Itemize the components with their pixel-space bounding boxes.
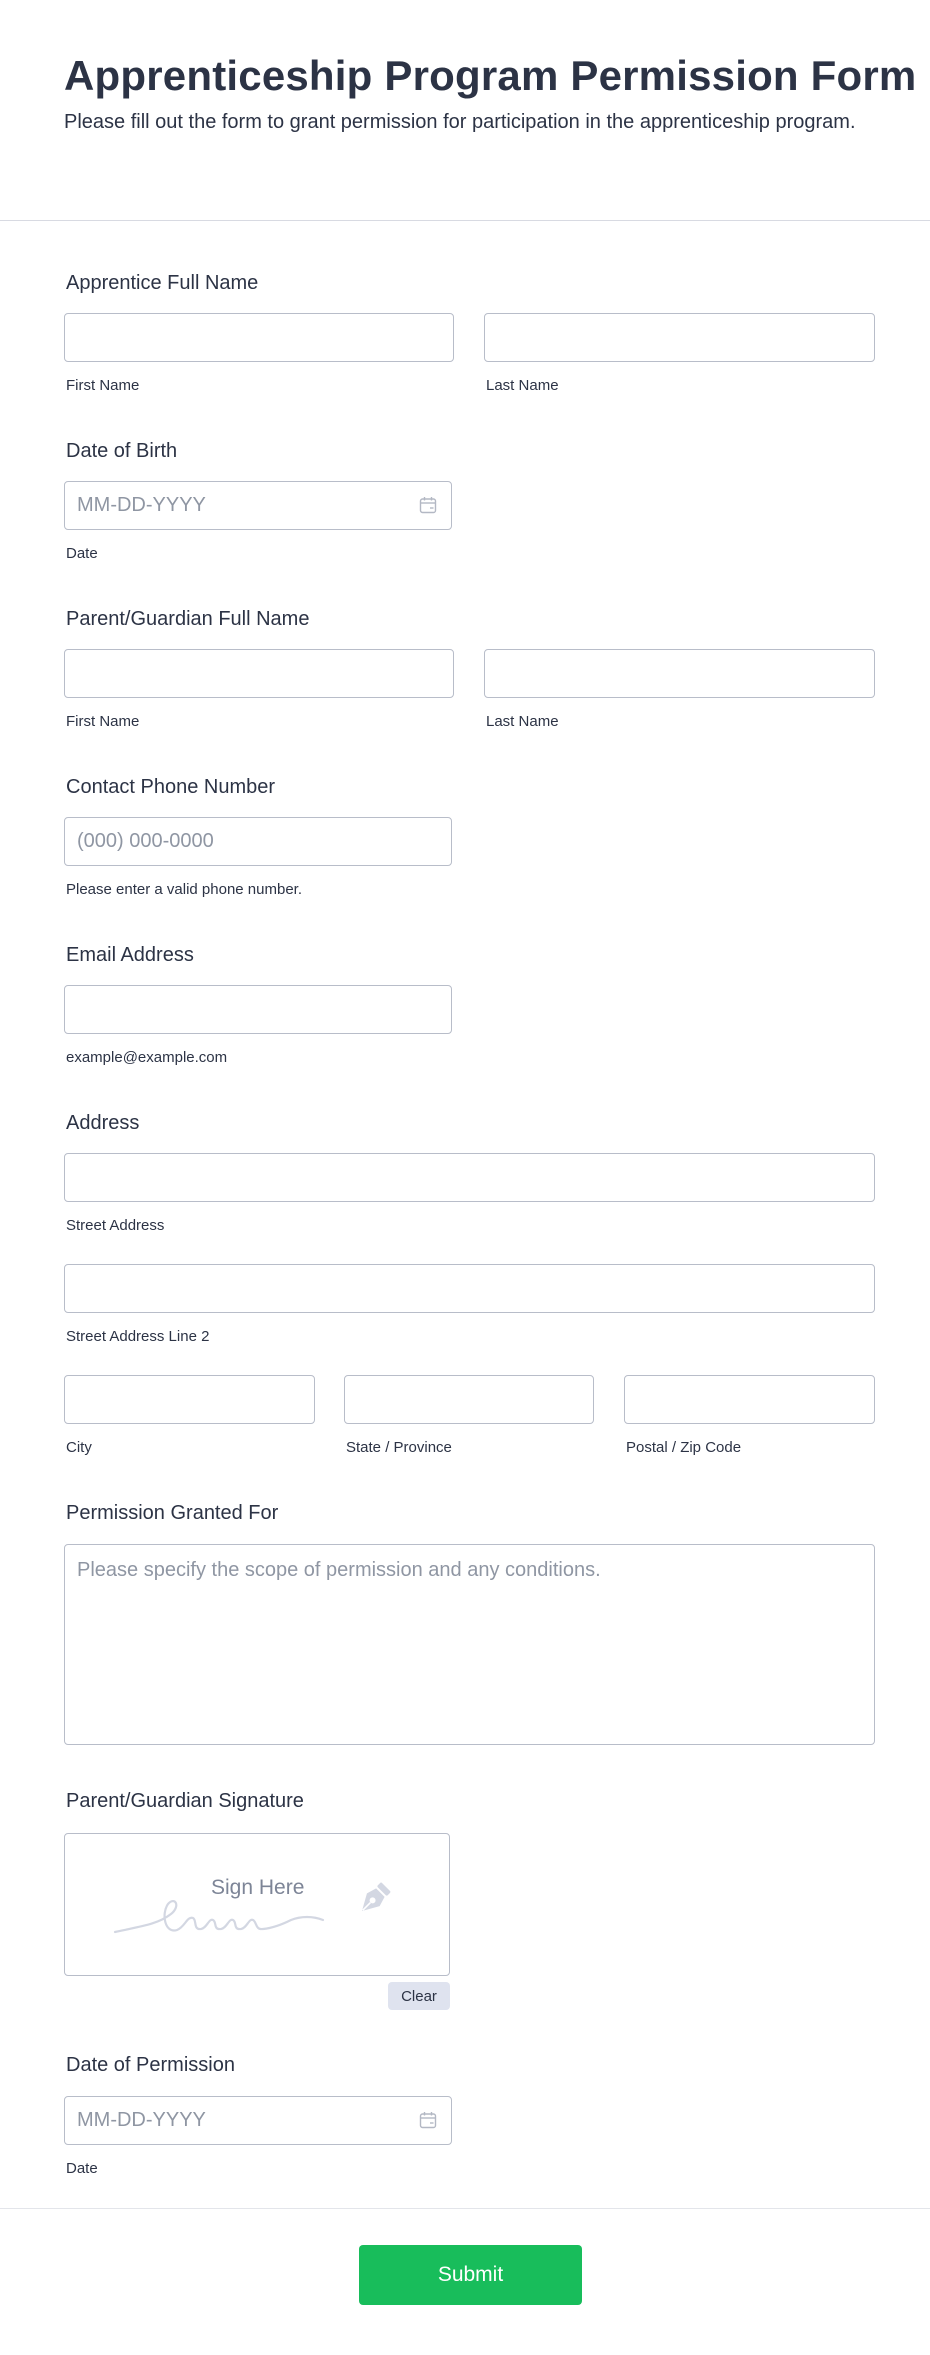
- calendar-icon[interactable]: [419, 2111, 437, 2129]
- email-input[interactable]: [64, 985, 452, 1034]
- state-sublabel: State / Province: [346, 1439, 452, 1456]
- apprentice-first-name-sublabel: First Name: [66, 377, 140, 394]
- guardian-name-label: Parent/Guardian Full Name: [66, 608, 310, 630]
- form-header: [0, 0, 930, 221]
- signature-label: Parent/Guardian Signature: [66, 1790, 304, 1812]
- submit-button[interactable]: Submit: [359, 2245, 582, 2305]
- apprentice-last-name-sublabel: Last Name: [486, 377, 559, 394]
- dob-sublabel: Date: [66, 545, 98, 562]
- apprentice-name-label: Apprentice Full Name: [66, 272, 259, 294]
- email-label: Email Address: [66, 944, 194, 966]
- dob-label: Date of Birth: [66, 440, 178, 462]
- zip-input[interactable]: [624, 1375, 875, 1424]
- calendar-icon[interactable]: [419, 496, 437, 514]
- address-label: Address: [66, 1112, 140, 1134]
- phone-label: Contact Phone Number: [66, 776, 276, 798]
- guardian-last-name-sublabel: Last Name: [486, 713, 559, 730]
- street-address-line2-input[interactable]: [64, 1264, 875, 1313]
- clear-signature-button[interactable]: Clear: [388, 1982, 450, 2010]
- apprentice-first-name-input[interactable]: [64, 313, 454, 362]
- guardian-first-name-sublabel: First Name: [66, 713, 140, 730]
- guardian-last-name-input[interactable]: [484, 649, 875, 698]
- permission-date-label: Date of Permission: [66, 2054, 235, 2076]
- phone-sublabel: Please enter a valid phone number.: [66, 881, 302, 898]
- street-address-line2-sublabel: Street Address Line 2: [66, 1328, 210, 1345]
- form-subtitle: Please fill out the form to grant permission for participation in the apprenticeship program.: [64, 111, 856, 133]
- sign-here-hint: Sign Here: [211, 1876, 305, 1899]
- pen-nib-icon: [351, 1876, 397, 1922]
- permission-date-sublabel: Date: [66, 2160, 98, 2177]
- permission-date-input[interactable]: [64, 2096, 452, 2145]
- city-input[interactable]: [64, 1375, 315, 1424]
- dob-input[interactable]: [64, 481, 452, 530]
- zip-sublabel: Postal / Zip Code: [626, 1439, 742, 1456]
- footer-divider: [0, 2208, 930, 2209]
- city-sublabel: City: [66, 1439, 92, 1456]
- street-address-input[interactable]: [64, 1153, 875, 1202]
- email-sublabel: example@example.com: [66, 1049, 228, 1066]
- phone-input[interactable]: [64, 817, 452, 866]
- state-input[interactable]: [344, 1375, 594, 1424]
- signature-pad[interactable]: [64, 1833, 450, 1976]
- apprentice-last-name-input[interactable]: [484, 313, 875, 362]
- guardian-first-name-input[interactable]: [64, 649, 454, 698]
- permission-textarea[interactable]: [64, 1544, 875, 1745]
- street-address-sublabel: Street Address: [66, 1217, 165, 1234]
- form-title: Apprenticeship Program Permission Form: [64, 52, 917, 99]
- permission-label: Permission Granted For: [66, 1502, 279, 1524]
